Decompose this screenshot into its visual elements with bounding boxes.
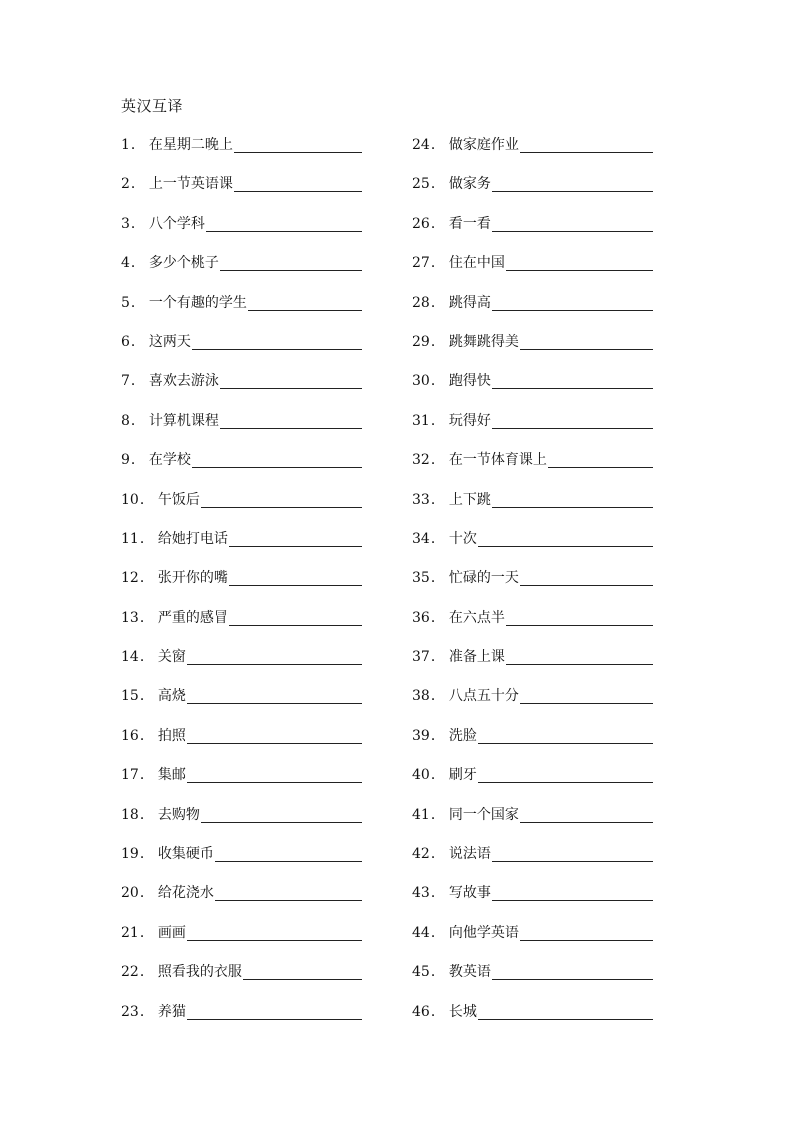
- answer-blank[interactable]: [229, 568, 362, 586]
- item-phrase: 玩得好: [448, 412, 491, 429]
- item-phrase: 计算机课程: [148, 412, 219, 429]
- item-number: 29: [412, 333, 430, 350]
- translation-item: [412, 765, 653, 804]
- item-number: 43: [412, 885, 430, 902]
- item-number-separator: ．: [139, 688, 154, 705]
- translation-item: [412, 332, 653, 371]
- item-number-separator: ．: [139, 924, 154, 941]
- worksheet-title: 英汉互译: [121, 97, 184, 115]
- item-number: 8: [121, 412, 130, 429]
- item-number: 18: [121, 806, 139, 823]
- item-number-separator: ．: [139, 964, 154, 981]
- translation-item: [412, 293, 653, 332]
- item-number-separator: ．: [430, 1003, 445, 1020]
- item-number-separator: ．: [139, 570, 154, 587]
- item-number: 10: [121, 491, 139, 508]
- item-number-separator: ．: [430, 373, 445, 390]
- item-number-separator: ．: [430, 609, 445, 626]
- item-number-separator: ．: [139, 846, 154, 863]
- answer-blank[interactable]: [220, 371, 362, 389]
- item-phrase: 严重的感冒: [157, 609, 228, 626]
- answer-blank[interactable]: [187, 1002, 362, 1020]
- item-phrase: 上一节英语课: [148, 176, 233, 193]
- item-phrase: 午饭后: [157, 491, 200, 508]
- item-number-separator: ．: [430, 491, 445, 508]
- translation-item: [412, 608, 653, 647]
- item-number-separator: ．: [139, 609, 154, 626]
- item-phrase: 照看我的衣服: [157, 964, 242, 981]
- translation-item: [121, 608, 362, 647]
- translation-item: [121, 923, 362, 962]
- item-number: 32: [412, 452, 430, 469]
- item-phrase: 在一节体育课上: [448, 452, 547, 469]
- item-number: 19: [121, 846, 139, 863]
- item-phrase: 高烧: [157, 688, 186, 705]
- answer-blank[interactable]: [492, 411, 653, 429]
- item-phrase: 做家务: [448, 176, 491, 193]
- item-number: 13: [121, 609, 139, 626]
- item-number: 2: [121, 176, 130, 193]
- translation-item: [121, 962, 362, 1001]
- item-number-separator: ．: [130, 333, 145, 350]
- item-number: 9: [121, 452, 130, 469]
- translation-item: [121, 844, 362, 883]
- item-number: 41: [412, 806, 430, 823]
- answer-blank[interactable]: [492, 214, 653, 232]
- item-number: 33: [412, 491, 430, 508]
- item-number: 45: [412, 964, 430, 981]
- answer-blank[interactable]: [520, 805, 653, 823]
- answer-blank[interactable]: [492, 962, 653, 980]
- item-number: 15: [121, 688, 139, 705]
- answer-blank[interactable]: [220, 411, 362, 429]
- translation-item: [412, 253, 653, 292]
- item-number-separator: ．: [430, 255, 445, 272]
- translation-item: [121, 450, 362, 489]
- answer-blank[interactable]: [506, 647, 653, 665]
- answer-blank[interactable]: [478, 726, 653, 744]
- answer-blank[interactable]: [478, 765, 653, 783]
- item-phrase: 忙碌的一天: [448, 570, 519, 587]
- answer-blank[interactable]: [229, 529, 362, 547]
- translation-item: [412, 529, 653, 568]
- translation-item: [121, 647, 362, 686]
- item-number: 37: [412, 649, 430, 666]
- item-number-separator: ．: [430, 570, 445, 587]
- answer-blank[interactable]: [187, 726, 362, 744]
- item-number-separator: ．: [430, 885, 445, 902]
- item-phrase: 跳得高: [448, 294, 491, 311]
- item-number-separator: ．: [430, 767, 445, 784]
- item-number: 28: [412, 294, 430, 311]
- answer-blank[interactable]: [187, 923, 362, 941]
- item-phrase: 跳舞跳得美: [448, 333, 519, 350]
- item-number: 42: [412, 846, 430, 863]
- item-number: 5: [121, 294, 130, 311]
- item-number: 46: [412, 1003, 430, 1020]
- answer-blank[interactable]: [220, 253, 362, 271]
- answer-blank[interactable]: [187, 647, 362, 665]
- item-number: 1: [121, 137, 130, 153]
- item-phrase: 教英语: [448, 964, 491, 981]
- item-number-separator: ．: [130, 215, 145, 232]
- translation-item: [412, 568, 653, 607]
- translation-item: [121, 371, 362, 410]
- item-number-separator: ．: [430, 924, 445, 941]
- translation-item: [121, 174, 362, 213]
- item-number-separator: ．: [139, 491, 154, 508]
- item-number-separator: ．: [430, 530, 445, 547]
- answer-blank[interactable]: [492, 174, 653, 192]
- translation-item: [121, 253, 362, 292]
- item-number-separator: ．: [139, 767, 154, 784]
- item-number-separator: ．: [139, 806, 154, 823]
- answer-blank[interactable]: [506, 608, 653, 626]
- item-number-separator: ．: [139, 530, 154, 547]
- answer-blank[interactable]: [206, 214, 362, 232]
- item-phrase: 关窗: [157, 649, 186, 666]
- item-number-separator: ．: [430, 294, 445, 311]
- translation-item: [412, 1002, 653, 1041]
- item-phrase: 集邮: [157, 767, 186, 784]
- answer-blank[interactable]: [201, 805, 362, 823]
- item-number: 3: [121, 215, 130, 232]
- item-phrase: 八点五十分: [448, 688, 519, 705]
- item-phrase: 十次: [448, 530, 477, 547]
- item-phrase: 看一看: [448, 215, 491, 232]
- item-number: 36: [412, 609, 430, 626]
- answer-blank[interactable]: [192, 450, 362, 468]
- item-number-separator: ．: [430, 176, 445, 193]
- answer-blank[interactable]: [492, 883, 653, 901]
- item-number: 16: [121, 727, 139, 744]
- item-number: 25: [412, 176, 430, 193]
- translation-item: [412, 411, 653, 450]
- item-number-separator: ．: [430, 846, 445, 863]
- translation-item: [121, 490, 362, 529]
- translation-item: [412, 214, 653, 253]
- item-number: 7: [121, 373, 130, 390]
- answer-blank[interactable]: [506, 253, 653, 271]
- answer-blank[interactable]: [492, 293, 653, 311]
- answer-blank[interactable]: [192, 332, 362, 350]
- translation-item: [121, 805, 362, 844]
- answer-blank[interactable]: [234, 174, 362, 192]
- answer-blank[interactable]: [492, 490, 653, 508]
- translation-item: [412, 371, 653, 410]
- translation-item: [412, 174, 653, 213]
- item-number-separator: ．: [430, 649, 445, 666]
- translation-item: [121, 726, 362, 765]
- item-phrase: 给她打电话: [157, 530, 228, 547]
- answer-blank[interactable]: [520, 923, 653, 941]
- translation-item: [121, 765, 362, 804]
- translation-item: [121, 568, 362, 607]
- item-number-separator: ．: [139, 727, 154, 744]
- item-number: 26: [412, 215, 430, 232]
- item-phrase: 多少个桃子: [148, 255, 219, 272]
- item-number-separator: ．: [139, 649, 154, 666]
- item-phrase: 张开你的嘴: [157, 570, 228, 587]
- item-number: 38: [412, 688, 430, 705]
- answer-blank[interactable]: [201, 490, 362, 508]
- item-number: 40: [412, 767, 430, 784]
- item-phrase: 刷牙: [448, 767, 477, 784]
- translation-item: [412, 135, 653, 174]
- answer-blank[interactable]: [520, 686, 653, 704]
- answer-blank[interactable]: [215, 883, 362, 901]
- translation-item: [412, 883, 653, 922]
- translation-item: [121, 529, 362, 568]
- answer-blank[interactable]: [215, 844, 362, 862]
- answer-blank[interactable]: [478, 1002, 653, 1020]
- translation-item: [121, 293, 362, 332]
- translation-item: [121, 686, 362, 725]
- translation-item: [412, 923, 653, 962]
- item-phrase: 八个学科: [148, 215, 205, 232]
- translation-item: [121, 332, 362, 371]
- item-number-separator: ．: [130, 255, 145, 272]
- item-phrase: 写故事: [448, 885, 491, 902]
- item-number: 4: [121, 255, 130, 272]
- item-number: 24: [412, 137, 430, 153]
- item-number-separator: ．: [130, 412, 145, 429]
- item-number: 23: [121, 1003, 139, 1020]
- item-number: 27: [412, 255, 430, 272]
- answer-blank[interactable]: [243, 962, 362, 980]
- item-phrase: 住在中国: [448, 255, 505, 272]
- item-phrase: 说法语: [448, 846, 491, 863]
- translation-item: [121, 135, 362, 174]
- translation-item: [121, 1002, 362, 1041]
- item-phrase: 在星期二晚上: [148, 137, 233, 153]
- item-phrase: 这两天: [148, 333, 191, 350]
- item-number: 11: [121, 530, 139, 547]
- item-number-separator: ．: [139, 885, 154, 902]
- left-column: [121, 135, 362, 1041]
- item-number-separator: ．: [130, 294, 145, 311]
- answer-blank[interactable]: [520, 135, 653, 153]
- translation-item: [121, 214, 362, 253]
- item-phrase: 在六点半: [448, 609, 505, 626]
- item-phrase: 一个有趣的学生: [148, 294, 247, 311]
- answer-blank[interactable]: [229, 608, 362, 626]
- item-number-separator: ．: [130, 176, 145, 193]
- item-number-separator: ．: [430, 137, 445, 153]
- translation-item: [412, 686, 653, 725]
- translation-item: [412, 962, 653, 1001]
- item-number-separator: ．: [430, 806, 445, 823]
- answer-blank[interactable]: [492, 371, 653, 389]
- item-phrase: 同一个国家: [448, 806, 519, 823]
- item-number-separator: ．: [130, 373, 145, 390]
- translation-item: [121, 411, 362, 450]
- translation-item: [412, 805, 653, 844]
- item-number-separator: ．: [430, 727, 445, 744]
- item-number-separator: ．: [430, 964, 445, 981]
- item-phrase: 跑得快: [448, 373, 491, 390]
- item-phrase: 在学校: [148, 452, 191, 469]
- item-number-separator: ．: [430, 412, 445, 429]
- item-phrase: 准备上课: [448, 649, 505, 666]
- item-phrase: 收集硬币: [157, 846, 214, 863]
- item-phrase: 喜欢去游泳: [148, 373, 219, 390]
- item-number-separator: ．: [430, 333, 445, 350]
- item-phrase: 给花浇水: [157, 885, 214, 902]
- item-phrase: 养猫: [157, 1003, 186, 1020]
- item-number-separator: ．: [130, 452, 145, 469]
- item-number: 31: [412, 412, 430, 429]
- right-column: [412, 135, 653, 1041]
- answer-blank[interactable]: [520, 568, 653, 586]
- item-phrase: 洗脸: [448, 727, 477, 744]
- item-number: 6: [121, 333, 130, 350]
- item-number: 22: [121, 964, 139, 981]
- item-number-separator: ．: [139, 1003, 154, 1020]
- translation-item: [412, 490, 653, 529]
- answer-blank[interactable]: [548, 450, 653, 468]
- item-number: 39: [412, 727, 430, 744]
- item-phrase: 去购物: [157, 806, 200, 823]
- item-phrase: 向他学英语: [448, 924, 519, 941]
- item-number-separator: ．: [430, 215, 445, 232]
- translation-item: [412, 450, 653, 489]
- item-number: 20: [121, 885, 139, 902]
- answer-blank[interactable]: [187, 686, 362, 704]
- answer-blank[interactable]: [520, 332, 653, 350]
- answer-blank[interactable]: [187, 765, 362, 783]
- item-number: 21: [121, 924, 139, 941]
- item-number: 30: [412, 373, 430, 390]
- translation-item: [412, 647, 653, 686]
- item-number: 44: [412, 924, 430, 941]
- translation-item: [121, 883, 362, 922]
- translation-item: [412, 844, 653, 883]
- item-phrase: 做家庭作业: [448, 137, 519, 153]
- item-phrase: 上下跳: [448, 491, 491, 508]
- item-number-separator: ．: [430, 452, 445, 469]
- item-number: 34: [412, 530, 430, 547]
- answer-blank[interactable]: [234, 135, 362, 153]
- answer-blank[interactable]: [492, 844, 653, 862]
- item-number: 14: [121, 649, 139, 666]
- item-number-separator: ．: [130, 137, 145, 153]
- item-number: 35: [412, 570, 430, 587]
- item-number: 12: [121, 570, 139, 587]
- answer-blank[interactable]: [248, 293, 362, 311]
- item-phrase: 拍照: [157, 727, 186, 744]
- item-phrase: 长城: [448, 1003, 477, 1020]
- answer-blank[interactable]: [478, 529, 653, 547]
- item-number: 17: [121, 767, 139, 784]
- translation-item: [412, 726, 653, 765]
- item-phrase: 画画: [157, 924, 186, 941]
- item-number-separator: ．: [430, 688, 445, 705]
